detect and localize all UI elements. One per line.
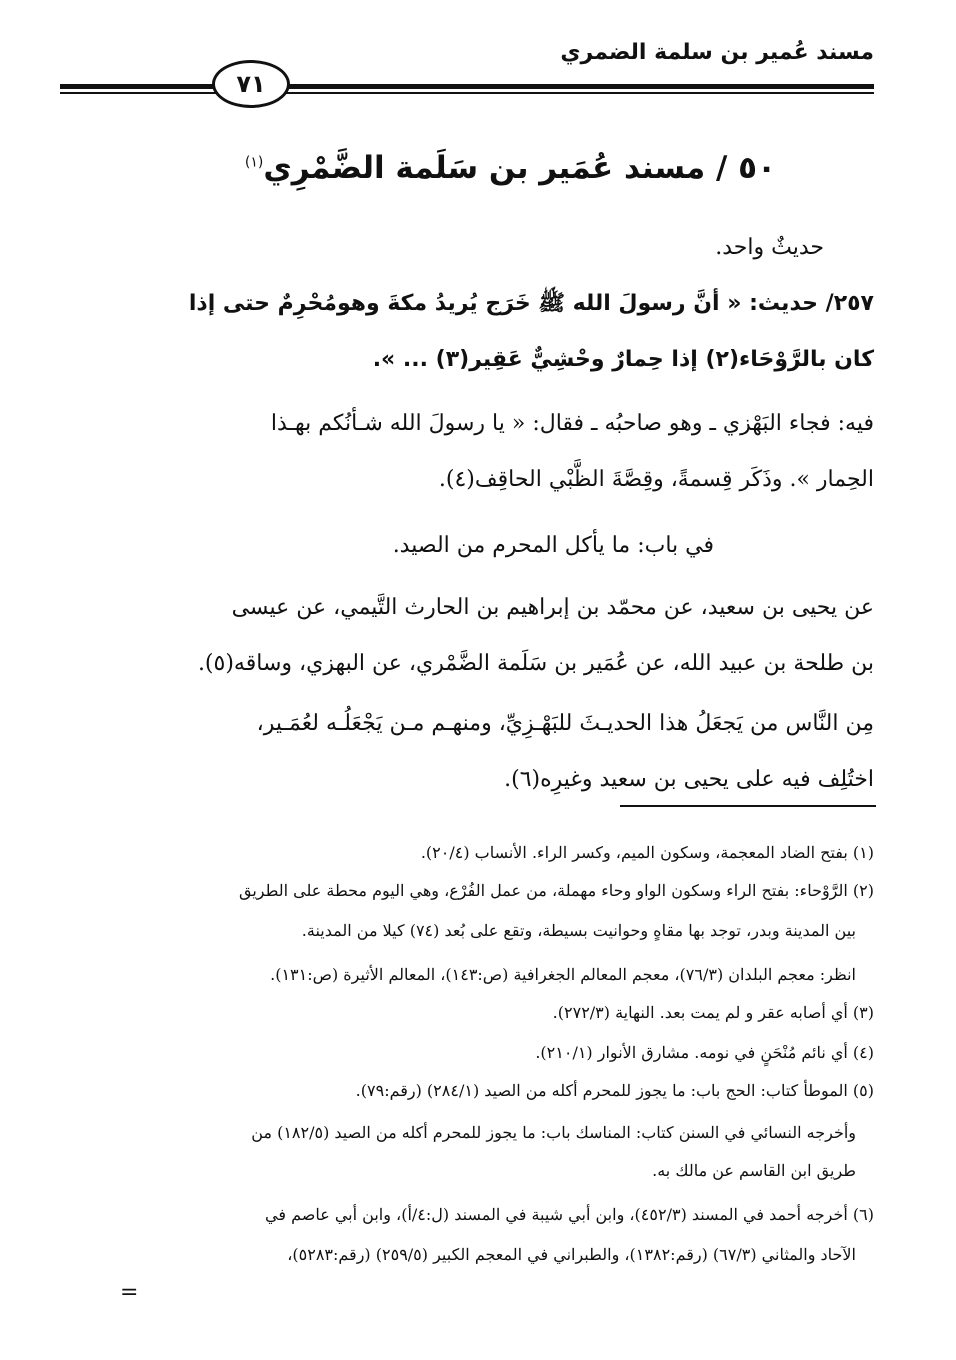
chapter-title: ٥٠ / مسند عُمَير بن سَلَمة الضَّمْرِي (263, 150, 776, 186)
isnad-line-1: عن يحيى بن سعيد، عن محمّد بن إبراهيم بن الحارث التَّيمي، عن عيسى (231, 595, 874, 620)
hadith-text-line-2: كان بالرَّوْحَاء(٢) إذا حِمارٌ وحْشِيٌّ عَقِير(٣) ... ». (372, 347, 874, 372)
footnote-separator (620, 805, 876, 807)
bab-line: في باب: ما يأكل المحرم من الصيد. (392, 533, 714, 558)
footnote-1: (١) بفتح الضاد المعجمة، وسكون الميم، وكسر الراء. الأنساب (٢٠/٤). (420, 843, 874, 862)
chapter-heading (245, 150, 776, 186)
chapter-note-ref: (١) (244, 154, 264, 171)
continuation-mark: = (120, 1280, 139, 1305)
footnote-5-line-2: وأخرجه النسائي في السنن كتاب: المناسك باب: ما يجوز للمحرم أكله من الصيد (١٨٢/٥) من (251, 1123, 856, 1142)
footnote-2-line-2: بين المدينة وبدر، توجد بها مقاهٍ وحوانيت بسيطة، وتقع على بُعد (٧٤) كيلا من المدينة. (301, 921, 856, 940)
footnote-5-line-3: طريق ابن القاسم عن مالك به. (652, 1161, 856, 1180)
footnote-6-line-1: (٦) أخرجه أحمد في المسند (٤٥٢/٣)، وابن أبي شيبة في المسند (ل:٤/أ)، وابن أبي عاصم في (265, 1205, 874, 1224)
footnote-2-line-1: (٢) الرَّوْحاء: بفتح الراء وسكون الواو وحاء مهملة، من عمل الفُرْع، وهي اليوم محطة على الطريق (238, 881, 874, 900)
footnote-4: (٤) أي نائم مُنْحَنٍ في نومه. مشارق الأنوار (٢١٠/١). (535, 1043, 874, 1062)
header-rule-thin (60, 92, 874, 94)
hadith-text-line-1: ٢٥٧/ حديث: « أنَّ رسولَ الله ﷺ خَرَج يُريدُ مكةَ وهومُحْرِمٌ حتى إذا (188, 291, 874, 316)
fihi-line-2: الحِمار ». وذَكَر قِسمةً، وقِصَّةَ الظَّبْي الحاقِف(٤). (438, 467, 874, 492)
header-rule (60, 84, 874, 89)
ikhtilaf-line-2: اختُلِف فيه على يحيى بن سعيد وغيرِه(٦). (504, 767, 874, 792)
hadith-count: حديثٌ واحد. (715, 235, 824, 260)
footnote-6-line-2: الآحاد والمثاني (٦٧/٣) (رقم:١٣٨٢)، والطبراني في المعجم الكبير (٢٥٩/٥) (رقم:٥٢٨٣)، (287, 1245, 856, 1264)
page-number: ٧١ (212, 60, 290, 108)
running-title: مسند عُمير بن سلمة الضمري (560, 40, 874, 65)
footnote-3: (٣) أي أصابه عقر و لم يمت بعد. النهاية (٢٧٢/٣). (552, 1003, 874, 1022)
ikhtilaf-line-1: مِن النَّاس من يَجعَلُ هذا الحديـثَ للبَهْـزِيِّ، ومنهـم مـن يَجْعَلُـه لعُمَـير، (256, 711, 874, 736)
fihi-line-1: فيه: فجاء البَهْزي ـ وهو صاحبُه ـ فقال: « يا رسولَ الله شـأنُكم بهـذا (270, 411, 874, 436)
main-text (120, 220, 874, 808)
isnad-line-2: بن طلحة بن عبيد الله، عن عُمَير بن سَلَمة الضَّمْري، عن البهزي، وساقه(٥). (197, 651, 874, 676)
footnote-2-line-3: انظر: معجم البلدان (٧٦/٣)، معجم المعالم الجغرافية (ص:١٤٣)، المعالم الأثيرة (ص:١٣١). (270, 965, 856, 984)
footnote-5-line-1: (٥) الموطأ كتاب: الحج باب: ما يجوز للمحرم أكله من الصيد (٢٨٤/١) (رقم:٧٩). (355, 1081, 874, 1100)
